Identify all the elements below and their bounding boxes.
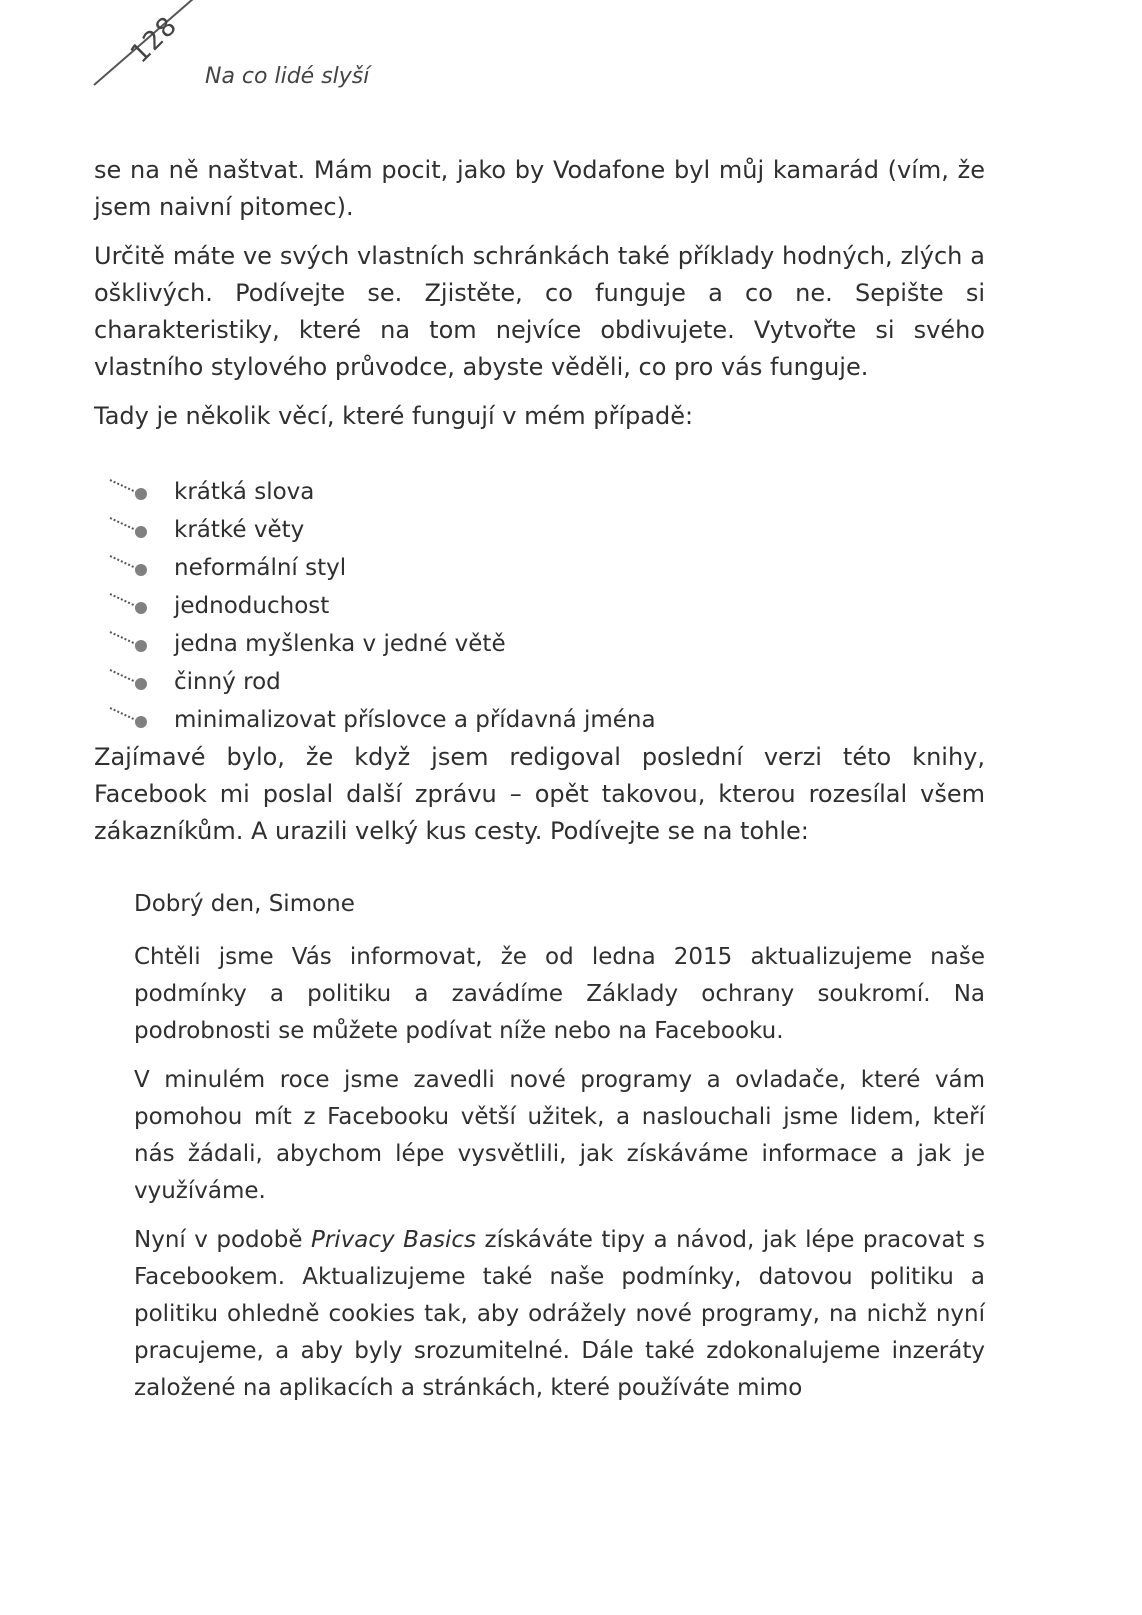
paragraph-4: Zajímavé bylo, že když jsem redigoval poslední verzi této knihy, Facebook mi poslal další zprávu – opět takovou, kterou rozesílal všem zákazníkům. A urazili velký kus cesty. Podívejte se na tohle: — [94, 743, 985, 845]
privacy-basics-term: Privacy Basics — [310, 1227, 477, 1253]
bullet-list — [94, 473, 985, 739]
pin-bullet-icon — [108, 667, 154, 691]
page-number: 128 — [125, 10, 184, 70]
list-item-label: jedna myšlenka v jedné větě — [174, 631, 506, 657]
pin-bullet-icon — [108, 553, 154, 577]
pin-bullet-icon — [108, 591, 154, 615]
list-item — [108, 549, 985, 587]
paragraph-3: Tady je několik věcí, které fungují v mém případě: — [94, 402, 694, 430]
list-item-label: krátké věty — [174, 517, 305, 543]
paragraph-2: Určitě máte ve svých vlastních schránkách také příklady hodných, zlých a ošklivých. Podívejte se. Zjistěte, co funguje a co ne. Sepište si charakteristiky, které na tom nejvíce obdivujete. Vytvořte si svého vlastního stylového průvodce, abyste věděli, co pro vás funguje. — [94, 242, 985, 381]
pin-bullet-icon — [108, 629, 154, 653]
list-item-label: činný rod — [174, 669, 281, 695]
list-item — [108, 587, 985, 625]
list-item-label: neformální styl — [174, 555, 347, 581]
list-item-label: krátká slova — [174, 479, 315, 505]
quote-paragraph-3 — [134, 1222, 985, 1407]
quote-paragraph-1: Chtěli jsme Vás informovat, že od ledna 2015 aktualizujeme naše podmínky a politiku a zavádíme Základy ochrany soukromí. Na podrobnosti se můžete podívat níže nebo na Facebooku. — [134, 944, 985, 1044]
list-item-label: minimalizovat příslovce a přídavná jména — [174, 707, 656, 733]
pin-bullet-icon — [108, 705, 154, 729]
list-item — [108, 663, 985, 701]
page-body — [94, 152, 985, 1419]
quote-p3-rest: získáváte tipy a návod, jak lépe pracovat s Facebookem. Aktualizujeme také naše podmínky, datovou politiku a politiku ohledně cookies tak, aby odrážely nové programy, na nichž nyní pracujeme, a aby byly srozumitelné. Dále také zdokonalujeme inzeráty založené na aplikacích a stránkách, které používáte mimo — [134, 1227, 986, 1401]
pin-bullet-icon — [108, 515, 154, 539]
quote-p3-start: Nyní v podobě — [134, 1227, 311, 1253]
list-item — [108, 625, 985, 663]
running-title: Na co lidé slyší — [205, 64, 370, 89]
list-item — [108, 511, 985, 549]
list-item — [108, 701, 985, 739]
list-item — [108, 473, 985, 511]
pin-bullet-icon — [108, 477, 154, 501]
list-item-label: jednoduchost — [174, 593, 330, 619]
quote-paragraph-2: V minulém roce jsme zavedli nové programy a ovladače, které vám pomohou mít z Facebooku větší užitek, a naslouchali jsme lidem, kteří nás žádali, abychom lépe vysvětlili, jak získáváme informace a jak je využíváme. — [134, 1067, 985, 1204]
quoted-message — [134, 886, 985, 1407]
paragraph-1: se na ně naštvat. Mám pocit, jako by Vodafone byl můj kamarád (vím, že jsem naivní pitomec). — [94, 156, 985, 221]
quote-greeting: Dobrý den, Simone — [134, 891, 355, 917]
